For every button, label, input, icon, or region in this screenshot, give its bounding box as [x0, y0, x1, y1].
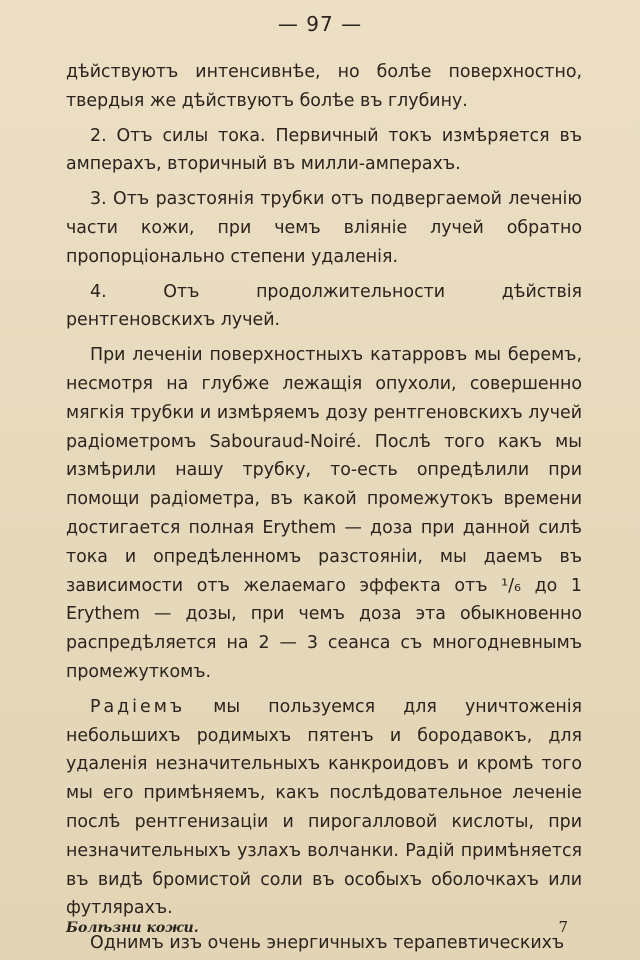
radium-lead-word: Радіемъ: [90, 696, 186, 717]
paragraph-final: Однимъ изъ очень энергичныхъ терапевтическихъ: [90, 933, 565, 954]
paragraph-radium: [66, 693, 582, 923]
paragraph-duration: 4. Отъ продолжительности дѣйствія рентгеновскихъ лучей.: [66, 281, 582, 331]
paragraph-superficial-catarrh: При леченіи поверхностныхъ катарровъ мы беремъ, несмотря на глубже лежащія опухоли, совершенно мягкія трубки и измѣряемъ дозу рентгеновскихъ лучей радіометромъ Sabouraud-Noiré. Послѣ того какъ мы измѣрили нашу трубку, то-есть опредѣлили при помощи радіометра, въ какой промежутокъ времени достигается полная Erythem — доза при данной силѣ тока и опредѣленномъ разстояніи, мы даемъ въ зависимости отъ желаемаго эффекта отъ ¹/₆ до 1 Erythem — дозы, при чемъ доза эта обыкновенно распредѣляется на 2 — 3 сеанса съ многодневнымъ промежуткомъ.: [66, 345, 582, 682]
radium-paragraph-text: мы пользуемся для уничтоженія небольшихъ родимыхъ пятенъ и бородавокъ, для удаленія незначительныхъ канкроидовъ и кромѣ того мы его примѣняемъ, какъ послѣдовательное леченіе послѣ рентгенизаціи и пирогалловой кислоты, при незначительныхъ узлахъ волчанки. Радій примѣняется въ видѣ бромистой соли въ особыхъ оболочкахъ или футлярахъ.: [66, 696, 582, 919]
body-text: [66, 58, 582, 958]
paragraph-continuation: дѣйствуютъ интенсивнѣе, но болѣе поверхностно, твердыя же дѣйствуютъ болѣе въ глубину.: [66, 62, 582, 111]
page-number: — 97 —: [277, 12, 363, 36]
sheet-number: 7: [558, 918, 568, 936]
paragraph-current-strength: 2. Отъ силы тока. Первичный токъ измѣряется въ амперахъ, вторичный въ милли-амперахъ.: [66, 125, 582, 175]
signature-mark: Болѣзни кожи.: [66, 920, 199, 936]
paragraph-tube-distance: 3. Отъ разстоянія трубки отъ подвергаемой леченію части кожи, при чемъ вліяніе лучей обратно пропорціонально степени удаленія.: [66, 189, 582, 267]
